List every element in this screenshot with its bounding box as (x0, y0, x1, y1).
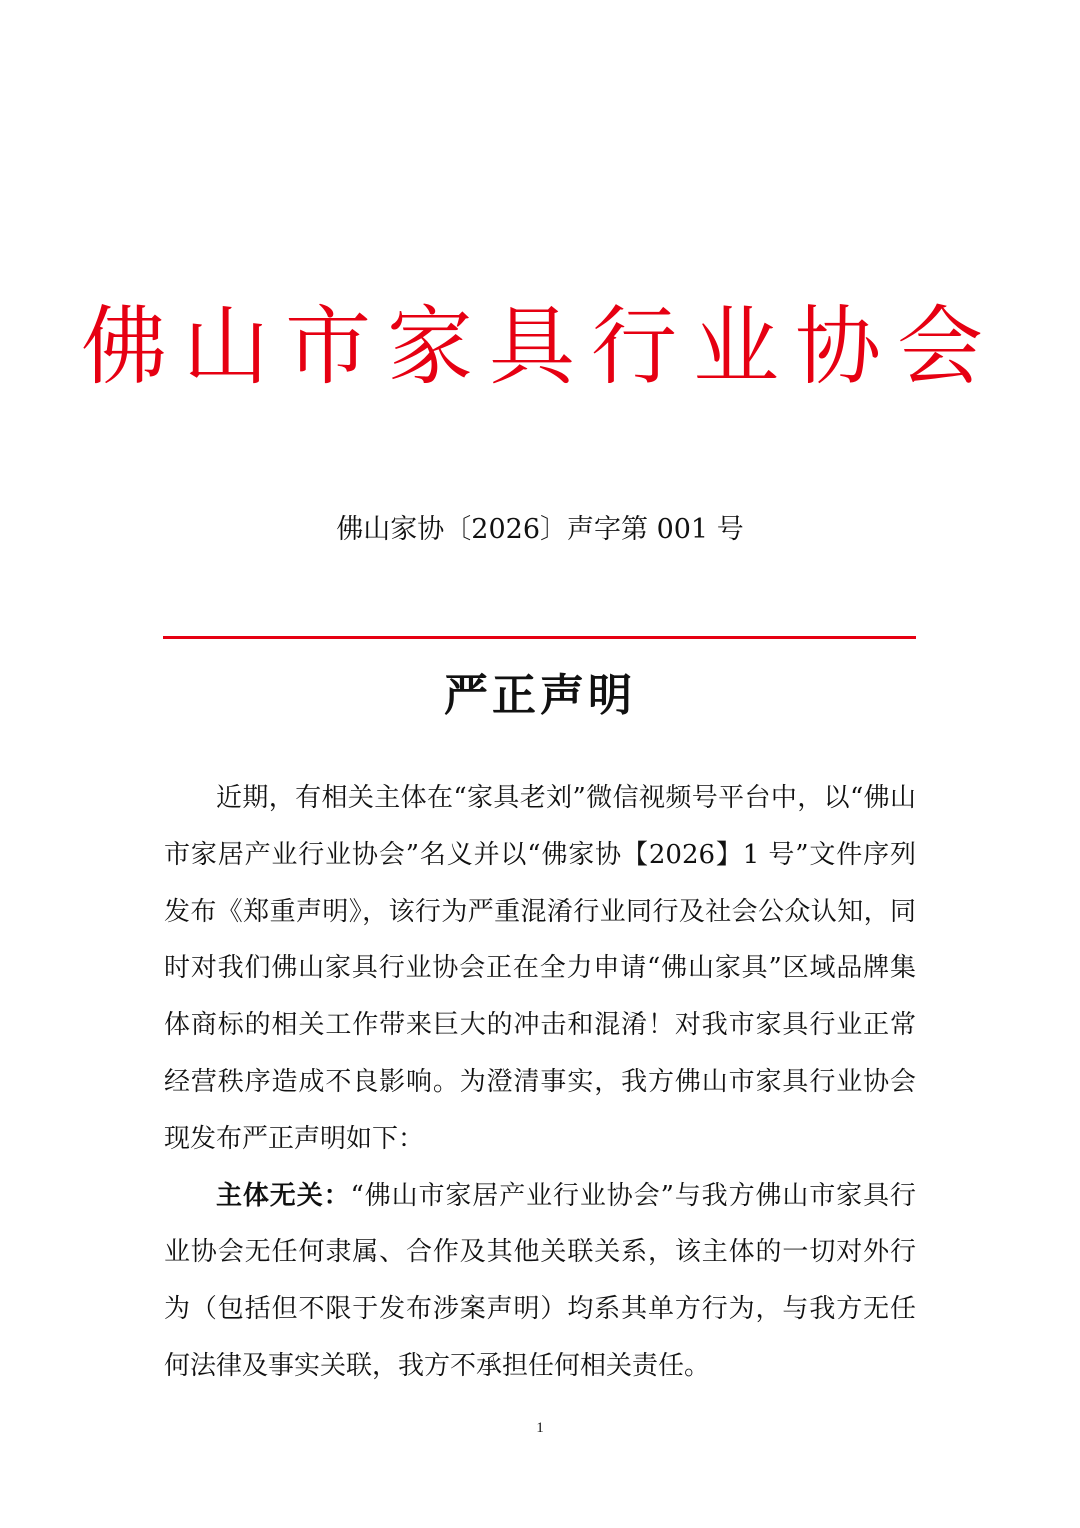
organization-header: 佛山市家具行业协会 (81, 297, 999, 397)
document-body (164, 770, 916, 1395)
red-divider-line (163, 636, 916, 639)
page-number: 1 (536, 1420, 544, 1436)
document-number: 佛山家协〔2026〕声字第 001 号 (336, 514, 744, 545)
body-paragraph (164, 1168, 916, 1395)
paragraph-text: “佛山市家居产业行业协会”与我方佛山市家具行业协会无任何隶属、合作及其他关联关系，该主体的一切对外行为（包括但不限于发布涉案声明）均系其单方行为，与我方无任何法律及事实关联，我方不承担任何相关责任。 (164, 1180, 916, 1381)
document-title: 严正声明 (444, 670, 636, 721)
paragraph-lead-heading: 主体无关： (216, 1180, 351, 1211)
body-paragraph: 近期，有相关主体在“家具老刘”微信视频号平台中，以“佛山市家居产业行业协会”名义并以“佛家协【2026】1 号”文件序列发布《郑重声明》，该行为严重混淆行业同行及社会公众认知，同时对我们佛山家具行业协会正在全力申请“佛山家具”区域品牌集体商标的相关工作带来巨大的冲击和混淆！对我市家具行业正常经营秩序造成不良影响。为澄清事实，我方佛山市家具行业协会现发布严正声明如下： (164, 783, 916, 1154)
